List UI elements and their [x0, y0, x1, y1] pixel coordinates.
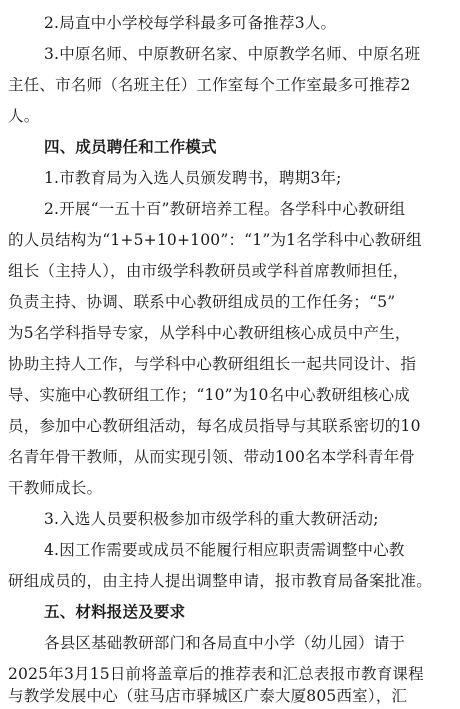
text-line: 2.局直中小学校每学科最多可备推荐3人。 [44, 14, 337, 32]
text-line: 与教学发展中心（驻马店市驿城区广泰大厦805西室），汇 [8, 687, 408, 705]
text-line: 1.市教育局为入选人员颁发聘书，聘期3年; [44, 169, 342, 187]
text-line: 协助主持人工作，与学科中心教研组组长一起共同设计、指 [8, 355, 417, 373]
text-line: 4.因工作需要或成员不能履行相应职责需调整中心教 [44, 541, 405, 559]
text-line: 负责主持、协调、联系中心教研组成员的工作任务；“5” [8, 293, 396, 311]
text-line: 导、实施中心教研组工作；“10”为10名中心教研组核心成 [8, 386, 410, 404]
text-line: 2.开展“一五十百”教研培养工程。各学科中心教研组 [44, 200, 406, 218]
section-heading: 四、成员聘任和工作模式 [44, 137, 217, 156]
text-line: 3.中原名师、中原教研名家、中原教学名师、中原名班 [44, 45, 421, 63]
text-line: 干教师成长。 [8, 479, 103, 497]
text-line: 为5名学科指导专家，从学科中心教研组核心成员中产生， [8, 324, 411, 342]
text-line: 研组成员的，由主持人提出调整申请，报市教育局备案批准。 [8, 572, 432, 590]
text-line: 人。 [8, 107, 40, 125]
text-line: 2025年3月15日前将盖章后的推荐表和汇总表报市教育课程 [8, 665, 424, 683]
section-heading: 五、材料报送及要求 [44, 602, 186, 621]
text-line: 名青年骨干教师，从而实现引领、带动100名本学科青年骨 [8, 448, 415, 466]
text-line: 3.入选人员要积极参加市级学科的重大教研活动; [44, 510, 379, 528]
text-line: 组长（主持人），由市级学科教研员或学科首席教师担任， [8, 262, 409, 280]
text-line: 的人员结构为“1+5+10+100”：“1”为1名学科中心教研组 [8, 231, 422, 249]
text-line: 员，参加中心教研组活动，每名成员指导与其联系密切的10 [8, 417, 421, 435]
text-line: 各县区基础教研部门和各局直中小学（幼儿园）请于 [44, 634, 406, 652]
text-line: 主任、市名师（名班主任）工作室每个工作室最多可推荐2 [8, 76, 411, 94]
